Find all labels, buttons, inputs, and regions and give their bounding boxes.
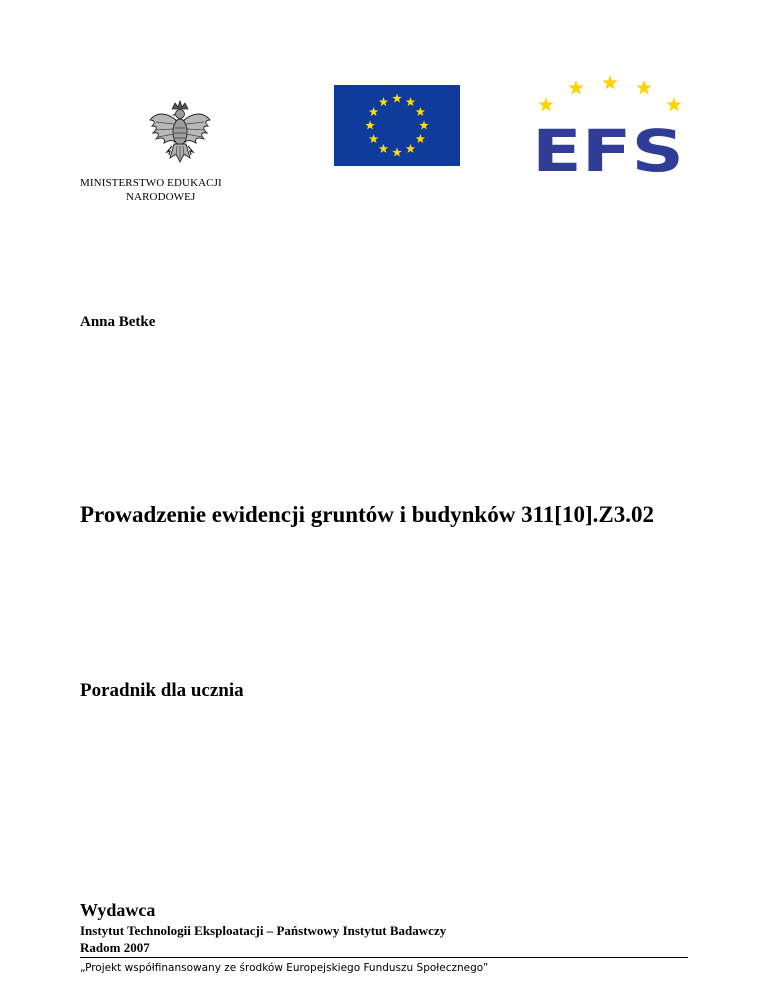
footer-divider: [80, 957, 688, 958]
footer-note: „Projekt współfinansowany ze środków Europejskiego Funduszu Społecznego”: [80, 962, 489, 974]
publisher-name: Instytut Technologii Eksploatacji – Państwowy Instytut Badawczy: [80, 923, 447, 938]
document-title: Prowadzenie ewidencji gruntów i budynków 311[10].Z3.02: [80, 502, 654, 527]
eu-flag-icon: [334, 85, 460, 166]
efs-star-icon: [602, 75, 617, 89]
publisher-city-year: Radom 2007: [80, 940, 150, 955]
efs-logo-icon: [528, 75, 690, 175]
ministry-name: [80, 176, 222, 204]
efs-star-icon: [568, 80, 583, 94]
ministry-name-line1: MINISTERSTWO EDUKACJI: [80, 177, 222, 189]
efs-star-icon: [538, 97, 553, 111]
polish-eagle-emblem-icon: [148, 100, 212, 168]
efs-star-icon: [666, 97, 681, 111]
document-subtitle: Poradnik dla ucznia: [80, 680, 244, 701]
ministry-name-line2: NARODOWEJ: [126, 191, 196, 203]
efs-logo-text: EFS: [532, 117, 684, 175]
publisher-label: Wydawca: [80, 900, 156, 920]
efs-star-icon: [636, 80, 651, 94]
author-name: Anna Betke: [80, 314, 156, 330]
